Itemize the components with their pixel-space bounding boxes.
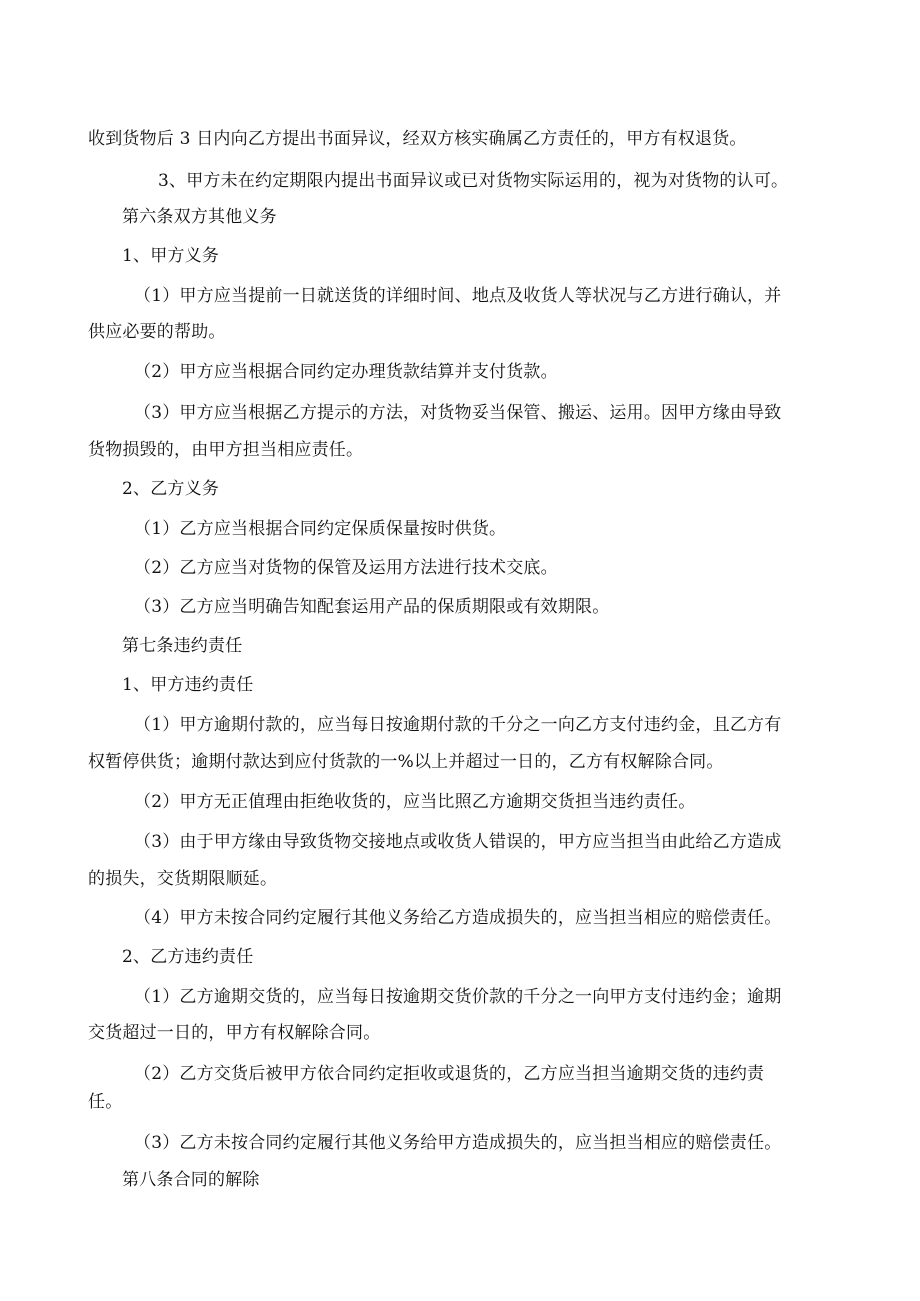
text-line: （3）甲方应当根据乙方提示的方法，对货物妥当保管、搬运、运用。因甲方缘由导致 bbox=[134, 403, 782, 423]
section-heading: 第八条合同的解除 bbox=[122, 1170, 260, 1190]
text-line: 的损失，交货期限顺延。 bbox=[88, 869, 278, 889]
subsection-heading: 1、甲方违约责任 bbox=[122, 675, 254, 695]
subsection-heading: 1、甲方义务 bbox=[122, 246, 220, 266]
section-heading: 第六条双方其他义务 bbox=[122, 207, 277, 227]
text-line: （3）乙方应当明确告知配套运用产品的保质期限或有效期限。 bbox=[134, 597, 610, 617]
subsection-heading: 2、乙方违约责任 bbox=[122, 947, 254, 967]
text-line: （1）甲方应当提前一日就送货的详细时间、地点及收货人等状况与乙方进行确认，并 bbox=[134, 286, 782, 306]
text-line: 货物损毁的，由甲方担当相应责任。 bbox=[88, 440, 364, 460]
text-line: （2）乙方交货后被甲方依合同约定拒收或退货的，乙方应当担当逾期交货的违约责 bbox=[134, 1064, 765, 1084]
text-line: （1）乙方应当根据合同约定保质保量按时供货。 bbox=[134, 519, 507, 539]
text-line: （3）乙方未按合同约定履行其他义务给甲方造成损失的，应当担当相应的赔偿责任。 bbox=[134, 1133, 782, 1153]
text-line: 3、甲方未在约定期限内提出书面异议或已对货物实际运用的，视为对货物的认可。 bbox=[158, 171, 789, 191]
text-line: （1）乙方逾期交货的，应当每日按逾期交货价款的千分之一向甲方支付违约金；逾期 bbox=[134, 987, 782, 1007]
text-line: （2）甲方应当根据合同约定办理货款结算并支付货款。 bbox=[134, 362, 558, 382]
text-line: （4）甲方未按合同约定履行其他义务给乙方造成损失的，应当担当相应的赔偿责任。 bbox=[134, 908, 782, 928]
text-line: 权暂停供货；逾期付款达到应付货款的一%以上并超过一日的，乙方有权解除合同。 bbox=[88, 752, 724, 772]
text-line: 任。 bbox=[88, 1092, 123, 1112]
subsection-heading: 2、乙方义务 bbox=[122, 479, 220, 499]
text-line: （1）甲方逾期付款的，应当每日按逾期付款的千分之一向乙方支付违约金，且乙方有 bbox=[134, 715, 782, 735]
text-line: 供应必要的帮助。 bbox=[88, 322, 226, 342]
text-line: 收到货物后 3 日内向乙方提出书面异议，经双方核实确属乙方责任的，甲方有权退货。 bbox=[88, 129, 747, 149]
text-line: 交货超过一日的，甲方有权解除合同。 bbox=[88, 1023, 381, 1043]
text-line: （2）乙方应当对货物的保管及运用方法进行技术交底。 bbox=[134, 558, 558, 578]
text-line: （3）由于甲方缘由导致货物交接地点或收货人错误的，甲方应当担当由此给乙方造成 bbox=[134, 832, 782, 852]
section-heading: 第七条违约责任 bbox=[122, 636, 243, 656]
text-line: （2）甲方无正值理由拒绝收货的，应当比照乙方逾期交货担当违约责任。 bbox=[134, 792, 696, 812]
